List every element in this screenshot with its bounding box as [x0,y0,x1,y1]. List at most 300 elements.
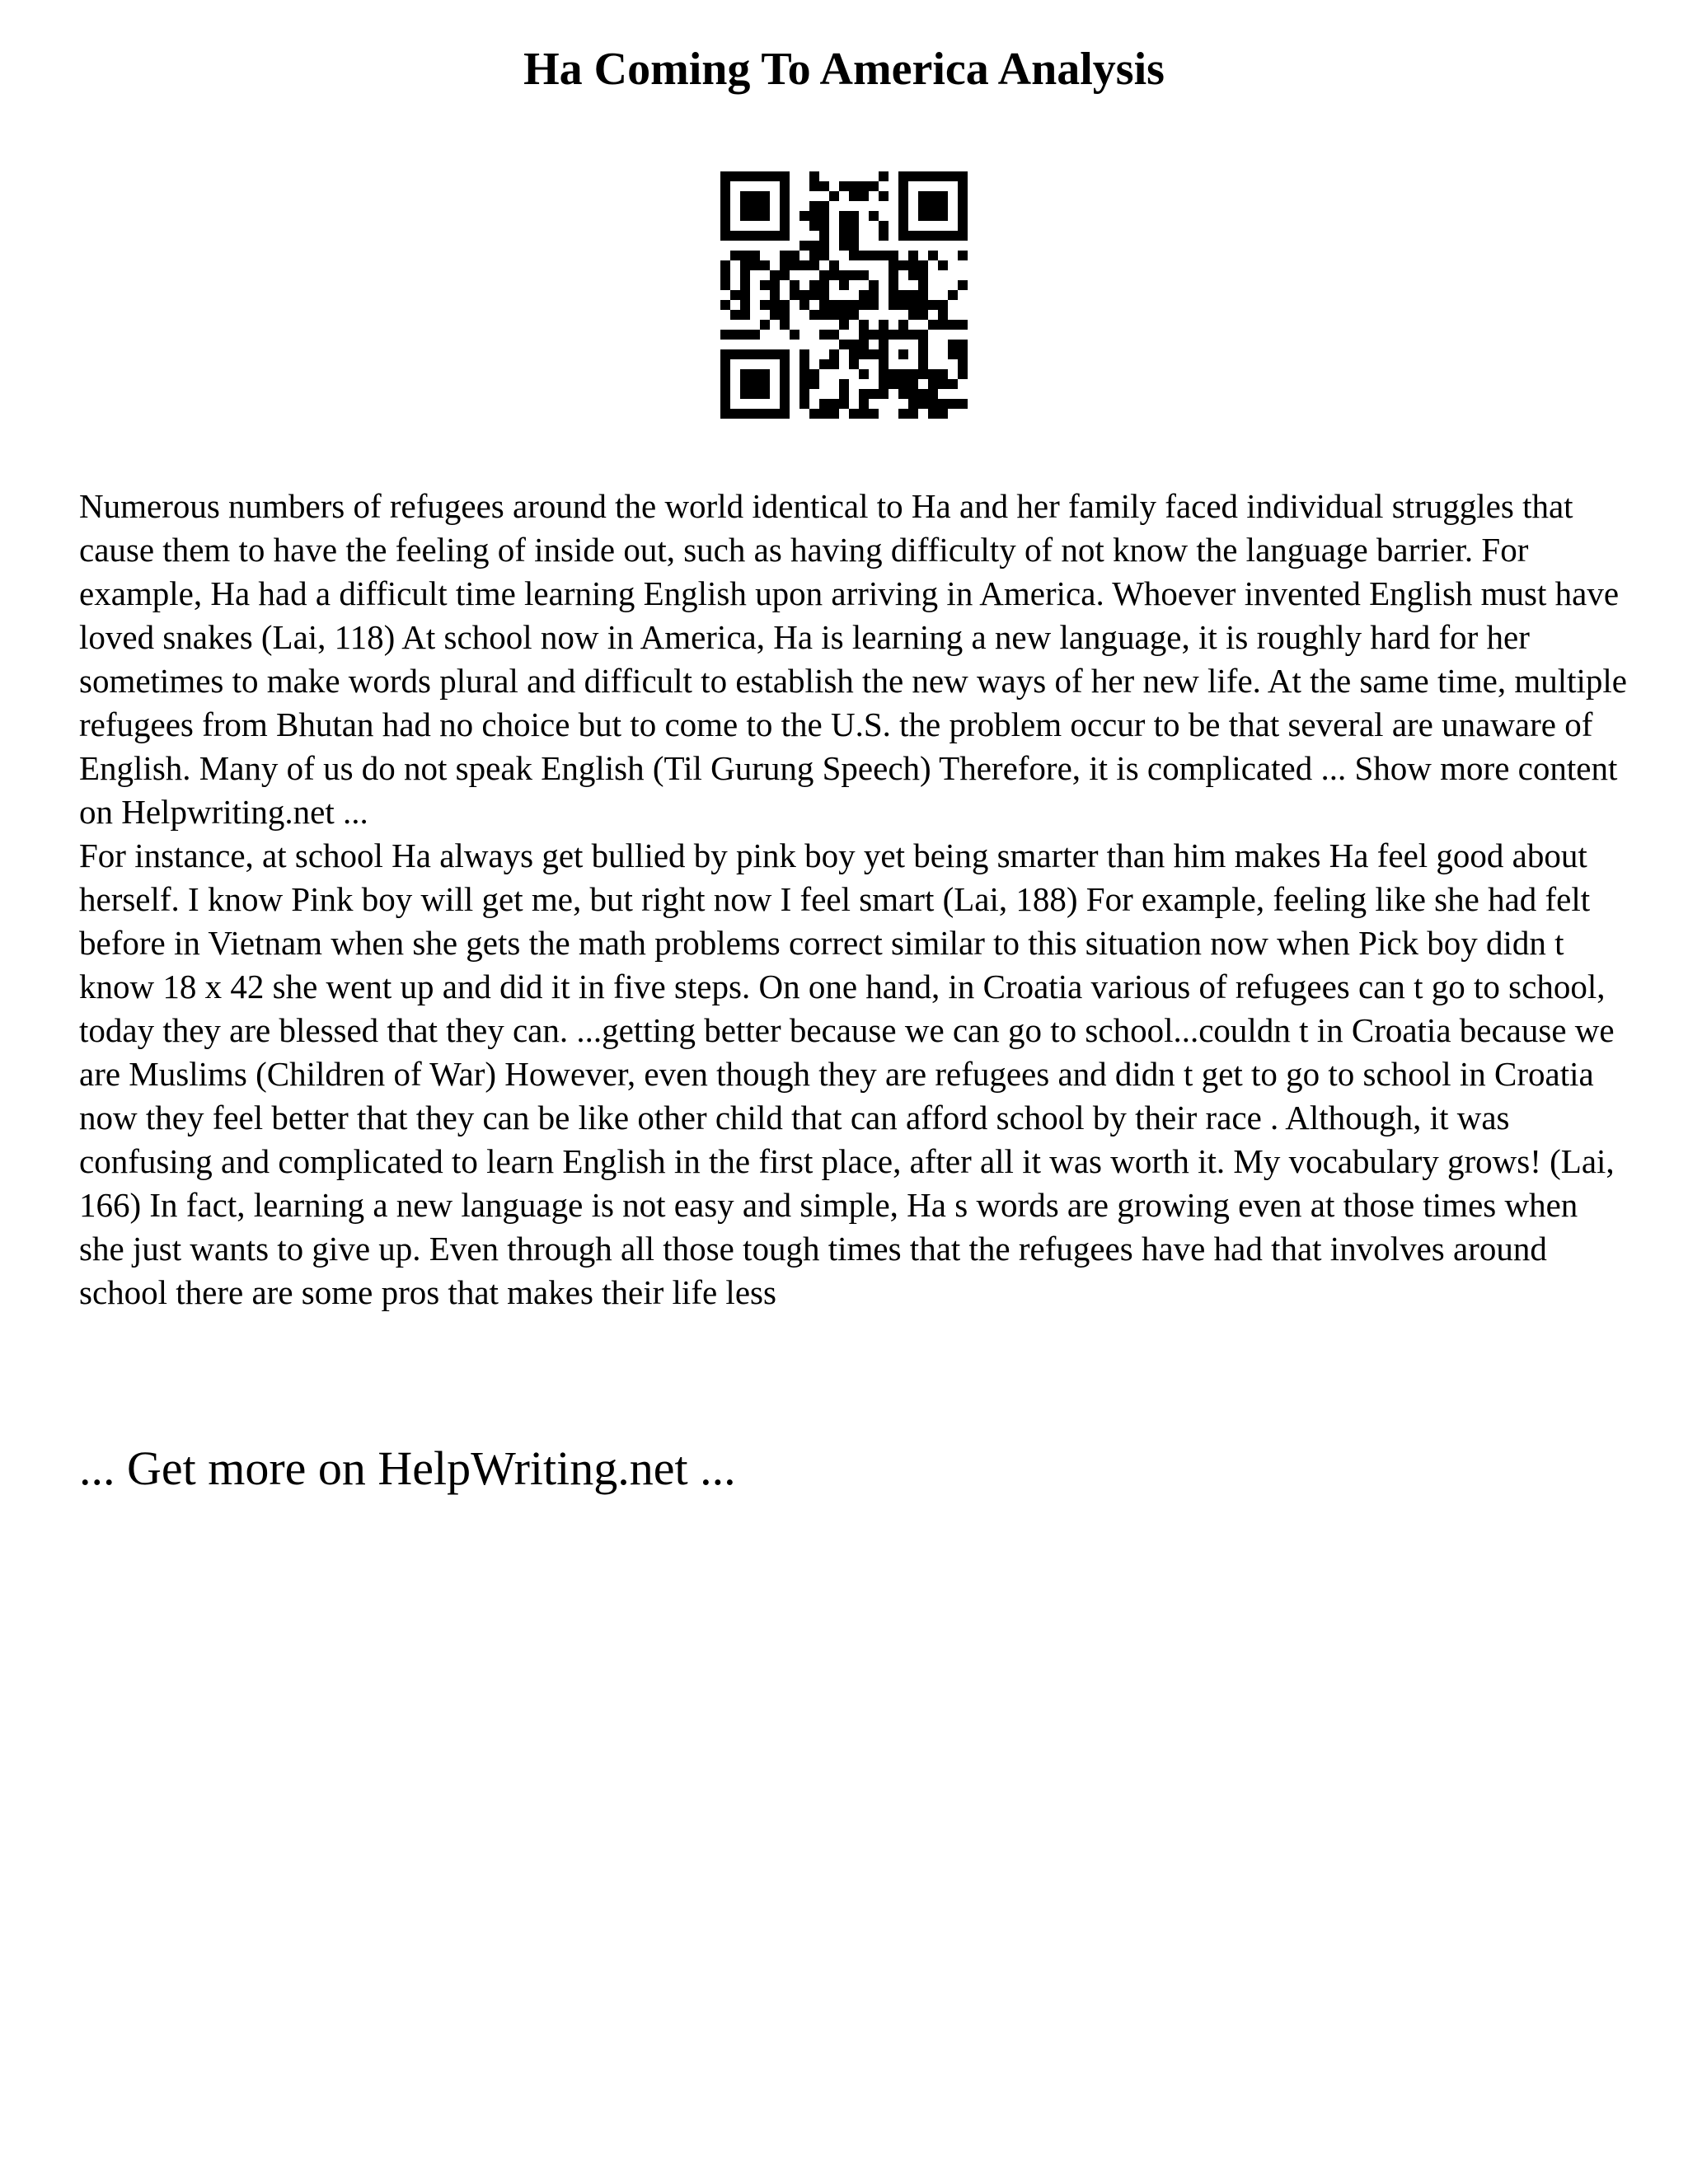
qr-module [819,231,829,241]
qr-module [908,231,918,241]
qr-module [740,300,750,310]
qr-module [720,280,730,290]
qr-module [908,260,918,270]
qr-module [819,241,829,251]
qr-module [898,171,908,181]
qr-module [849,221,859,231]
qr-module [839,181,849,191]
qr-module [879,340,889,349]
qr-module [730,349,740,359]
qr-module [918,330,928,340]
qr-module [928,409,938,419]
qr-module [898,409,908,419]
qr-module [928,251,938,260]
qr-module [849,241,859,251]
qr-module [898,349,908,359]
qr-module [918,340,928,349]
qr-module [958,221,968,231]
qr-module [809,221,819,231]
qr-module [780,251,790,260]
qr-module [889,379,898,389]
qr-module [760,280,770,290]
qr-module [898,191,908,201]
qr-module [760,349,770,359]
qr-module [908,171,918,181]
qr-module [780,260,790,270]
qr-module [918,201,928,211]
qr-module [819,300,829,310]
qr-module [809,379,819,389]
qr-module [908,409,918,419]
qr-module [750,389,760,399]
qr-module [720,349,730,359]
qr-module [720,171,730,181]
qr-module [859,389,869,399]
qr-module [740,310,750,320]
qr-module [839,270,849,280]
qr-module [720,369,730,379]
qr-module [938,201,948,211]
qr-module [918,171,928,181]
qr-module [730,171,740,181]
qr-module [780,389,790,399]
article-body [79,485,1629,1315]
qr-module [829,349,839,359]
qr-module [780,399,790,409]
qr-module [740,379,750,389]
qr-module [859,270,869,280]
qr-module [849,409,859,419]
qr-module [750,409,760,419]
qr-module [918,300,928,310]
qr-module [799,211,809,221]
qr-module [839,320,849,330]
qr-module [849,340,859,349]
qr-code-graphic [720,171,968,419]
qr-module [928,379,938,389]
qr-module [790,251,799,260]
qr-module [770,290,780,300]
qr-module [839,399,849,409]
qr-module [869,211,879,221]
qr-module [799,379,809,389]
qr-module [898,231,908,241]
qr-module [839,211,849,221]
qr-module [809,181,819,191]
qr-module [869,330,879,340]
qr-module [740,369,750,379]
qr-module [730,409,740,419]
qr-module [849,231,859,241]
paragraph-1: Numerous numbers of refugees around the world identical to Ha and her family faced individual struggles that cause them to have the feeling of inside out, such as having difficulty of not know the language barrier. For example, Ha had a difficult time learning English upon arriving in America. Whoever invented English must have loved snakes (Lai, 118) At school now in America, Ha is learning a new language, it is roughly hard for her sometimes to make words plural and difficult to establish the new ways of her new life. At the same time, multiple refugees from Bhutan had no choice but to come to the U.S. the problem occur to be that several are unaware of English. Many of us do not speak English (Til Gurung Speech) Therefore, it is complicated ... Show more content on Helpwriting.net ... [79,487,1627,831]
qr-module [938,191,948,201]
qr-module [948,171,958,181]
qr-module [740,211,750,221]
qr-module [928,231,938,241]
more-link[interactable]: ... Get more on HelpWriting.net ... [79,1441,736,1495]
qr-module [958,171,968,181]
qr-module [760,231,770,241]
qr-module [740,171,750,181]
qr-module [819,359,829,369]
qr-module [859,290,869,300]
qr-module [740,280,750,290]
qr-module [750,260,760,270]
qr-module [790,290,799,300]
qr-module [750,251,760,260]
qr-module [889,260,898,270]
qr-code-icon [720,171,968,419]
qr-module [898,389,908,399]
qr-module [829,409,839,419]
qr-module [809,369,819,379]
qr-module [829,330,839,340]
qr-module [780,310,790,320]
qr-module [849,251,859,260]
qr-module [760,171,770,181]
qr-module [799,349,809,359]
qr-module [829,300,839,310]
qr-module [938,300,948,310]
qr-module [780,171,790,181]
qr-module [809,211,819,221]
qr-module [760,369,770,379]
qr-module [928,191,938,201]
qr-module [740,290,750,300]
qr-module [908,300,918,310]
qr-module [750,211,760,221]
qr-module [948,349,958,359]
qr-module [780,201,790,211]
qr-module [898,260,908,270]
qr-module [720,399,730,409]
qr-module [849,300,859,310]
qr-module [879,349,889,359]
qr-module [740,389,750,399]
qr-module [859,300,869,310]
qr-module [928,399,938,409]
qr-module [898,290,908,300]
qr-module [740,260,750,270]
qr-module [908,290,918,300]
qr-module [849,270,859,280]
qr-module [879,389,889,399]
qr-module [908,310,918,320]
qr-module [869,181,879,191]
qr-module [740,231,750,241]
qr-module [908,379,918,389]
qr-module [780,221,790,231]
qr-module [898,369,908,379]
qr-module [869,290,879,300]
qr-module [799,399,809,409]
qr-module [760,409,770,419]
qr-module [908,389,918,399]
qr-module [780,211,790,221]
qr-module [780,191,790,201]
qr-module [869,349,879,359]
qr-module [809,241,819,251]
qr-module [948,340,958,349]
qr-module [819,181,829,191]
qr-module [889,251,898,260]
qr-module [898,379,908,389]
qr-module [928,201,938,211]
qr-module [799,359,809,369]
qr-module [948,290,958,300]
qr-module [750,191,760,201]
qr-module [750,330,760,340]
qr-module [829,191,839,201]
qr-module [760,211,770,221]
qr-module [780,270,790,280]
qr-module [869,409,879,419]
qr-module [780,231,790,241]
qr-module [938,320,948,330]
qr-module [760,379,770,389]
qr-module [839,310,849,320]
qr-module [918,389,928,399]
qr-module [849,310,859,320]
qr-module [869,300,879,310]
qr-module [958,369,968,379]
qr-module [780,300,790,310]
qr-module [770,280,780,290]
qr-module [770,171,780,181]
qr-module [780,181,790,191]
qr-module [958,201,968,211]
qr-module [839,231,849,241]
qr-module [918,191,928,201]
qr-module [829,399,839,409]
qr-module [730,310,740,320]
qr-module [849,181,859,191]
qr-module [889,290,898,300]
qr-module [889,270,898,280]
qr-module [879,191,889,201]
qr-module [839,389,849,399]
qr-module [819,409,829,419]
qr-module [819,201,829,211]
qr-module [898,300,908,310]
qr-module [928,300,938,310]
qr-module [839,221,849,231]
qr-module [859,340,869,349]
qr-module [819,290,829,300]
qr-module [958,191,968,201]
qr-module [938,211,948,221]
qr-module [948,379,958,389]
qr-module [829,270,839,280]
qr-module [928,211,938,221]
qr-module [859,399,869,409]
qr-module [849,191,859,201]
qr-module [720,211,730,221]
qr-module [879,171,889,181]
qr-module [809,260,819,270]
qr-module [938,310,948,320]
qr-module [770,349,780,359]
qr-module [938,171,948,181]
qr-module [809,409,819,419]
qr-module [918,369,928,379]
qr-module [898,320,908,330]
qr-module [799,389,809,399]
qr-module [720,260,730,270]
qr-module [720,359,730,369]
qr-module [780,369,790,379]
qr-module [948,399,958,409]
qr-module [948,320,958,330]
qr-module [889,330,898,340]
qr-module [898,330,908,340]
qr-module [958,231,968,241]
qr-module [750,369,760,379]
qr-module [809,290,819,300]
qr-module [859,409,869,419]
qr-module [720,379,730,389]
qr-module [740,270,750,280]
qr-module [760,389,770,399]
qr-module [918,359,928,369]
qr-module [799,290,809,300]
qr-module [740,191,750,201]
qr-module [770,310,780,320]
qr-module [720,201,730,211]
qr-module [958,320,968,330]
qr-module [938,231,948,241]
qr-module [829,260,839,270]
paragraph-2: For instance, at school Ha always get bullied by pink boy yet being smarter than him makes Ha feel good about herself. I know Pink boy will get me, but right now I feel smart (Lai, 188) For example, feeling like she had felt before in Vietnam when she gets the math problems correct similar to this situation now when Pick boy didn t know 18 x 42 she went up and did it in five steps. On one hand, in Croatia various of refugees can t go to school, today they are blessed that they can. ...getting better because we can go to school...couldn t in Croatia because we are Muslims (Children of War) However, even though they are refugees and didn t get to go to school in Croatia now they feel better that they can be like other child that can afford school by their race . Although, it was confusing and complicated to learn English in the first place, after all it was worth it. My vocabulary grows! (Lai, 166) In fact, learning a new language is not easy and simple, Ha s words are growing even at those times when she just wants to give up. Even through all those tough times that the refugees have had that involves around school there are some pros that makes their life less [79,837,1615,1311]
qr-module [879,320,889,330]
qr-module [918,211,928,221]
qr-module [839,241,849,251]
qr-module [928,320,938,330]
qr-module [879,221,889,231]
qr-module [799,260,809,270]
qr-module [720,221,730,231]
qr-module [859,330,869,340]
qr-module [819,330,829,340]
qr-module [908,369,918,379]
qr-module [889,280,898,290]
qr-module [740,201,750,211]
qr-module [958,251,968,260]
qr-module [809,310,819,320]
qr-module [918,231,928,241]
qr-module [918,290,928,300]
qr-module [799,369,809,379]
qr-module [809,201,819,211]
qr-module [879,251,889,260]
qr-module [750,231,760,241]
qr-module [799,300,809,310]
qr-module [839,280,849,290]
qr-module [958,399,968,409]
qr-module [730,330,740,340]
qr-module [859,181,869,191]
qr-module [938,409,948,419]
qr-module [720,330,730,340]
qr-module [740,409,750,419]
qr-module [918,280,928,290]
qr-module [760,300,770,310]
qr-module [809,171,819,181]
qr-module [918,260,928,270]
qr-module [819,251,829,260]
qr-module [958,211,968,221]
qr-module [740,251,750,260]
qr-module [898,211,908,221]
qr-module [750,171,760,181]
qr-module [869,280,879,290]
qr-module [869,251,879,260]
qr-module [958,349,968,359]
qr-module [780,379,790,389]
qr-module [839,379,849,389]
qr-module [750,201,760,211]
qr-module [908,251,918,260]
qr-module [898,221,908,231]
qr-module [879,359,889,369]
qr-module [819,399,829,409]
qr-module [750,379,760,389]
qr-module [889,300,898,310]
qr-module [780,320,790,330]
qr-module [898,181,908,191]
qr-module [720,389,730,399]
qr-module [770,231,780,241]
qr-module [780,349,790,359]
qr-module [760,191,770,201]
qr-module [819,280,829,290]
qr-module [859,320,869,330]
qr-module [819,211,829,221]
qr-module [859,369,869,379]
qr-module [879,369,889,379]
qr-module [819,310,829,320]
qr-module [898,201,908,211]
qr-module [958,280,968,290]
qr-module [928,389,938,399]
qr-module [879,379,889,389]
qr-module [938,369,948,379]
qr-module [859,191,869,201]
qr-module [760,260,770,270]
qr-module [839,300,849,310]
qr-module [730,231,740,241]
qr-module [809,280,819,290]
qr-module [918,399,928,409]
qr-module [918,349,928,359]
qr-module [720,181,730,191]
qr-module [938,260,948,270]
qr-module [730,290,740,300]
qr-module [958,359,968,369]
qr-module [720,409,730,419]
qr-module [809,251,819,260]
qr-module [859,349,869,359]
qr-module [730,251,740,260]
qr-module [859,251,869,260]
qr-module [819,270,829,280]
qr-module [790,280,799,290]
qr-module [829,310,839,320]
qr-module [908,399,918,409]
qr-module [948,231,958,241]
qr-module [760,320,770,330]
qr-module [770,270,780,280]
